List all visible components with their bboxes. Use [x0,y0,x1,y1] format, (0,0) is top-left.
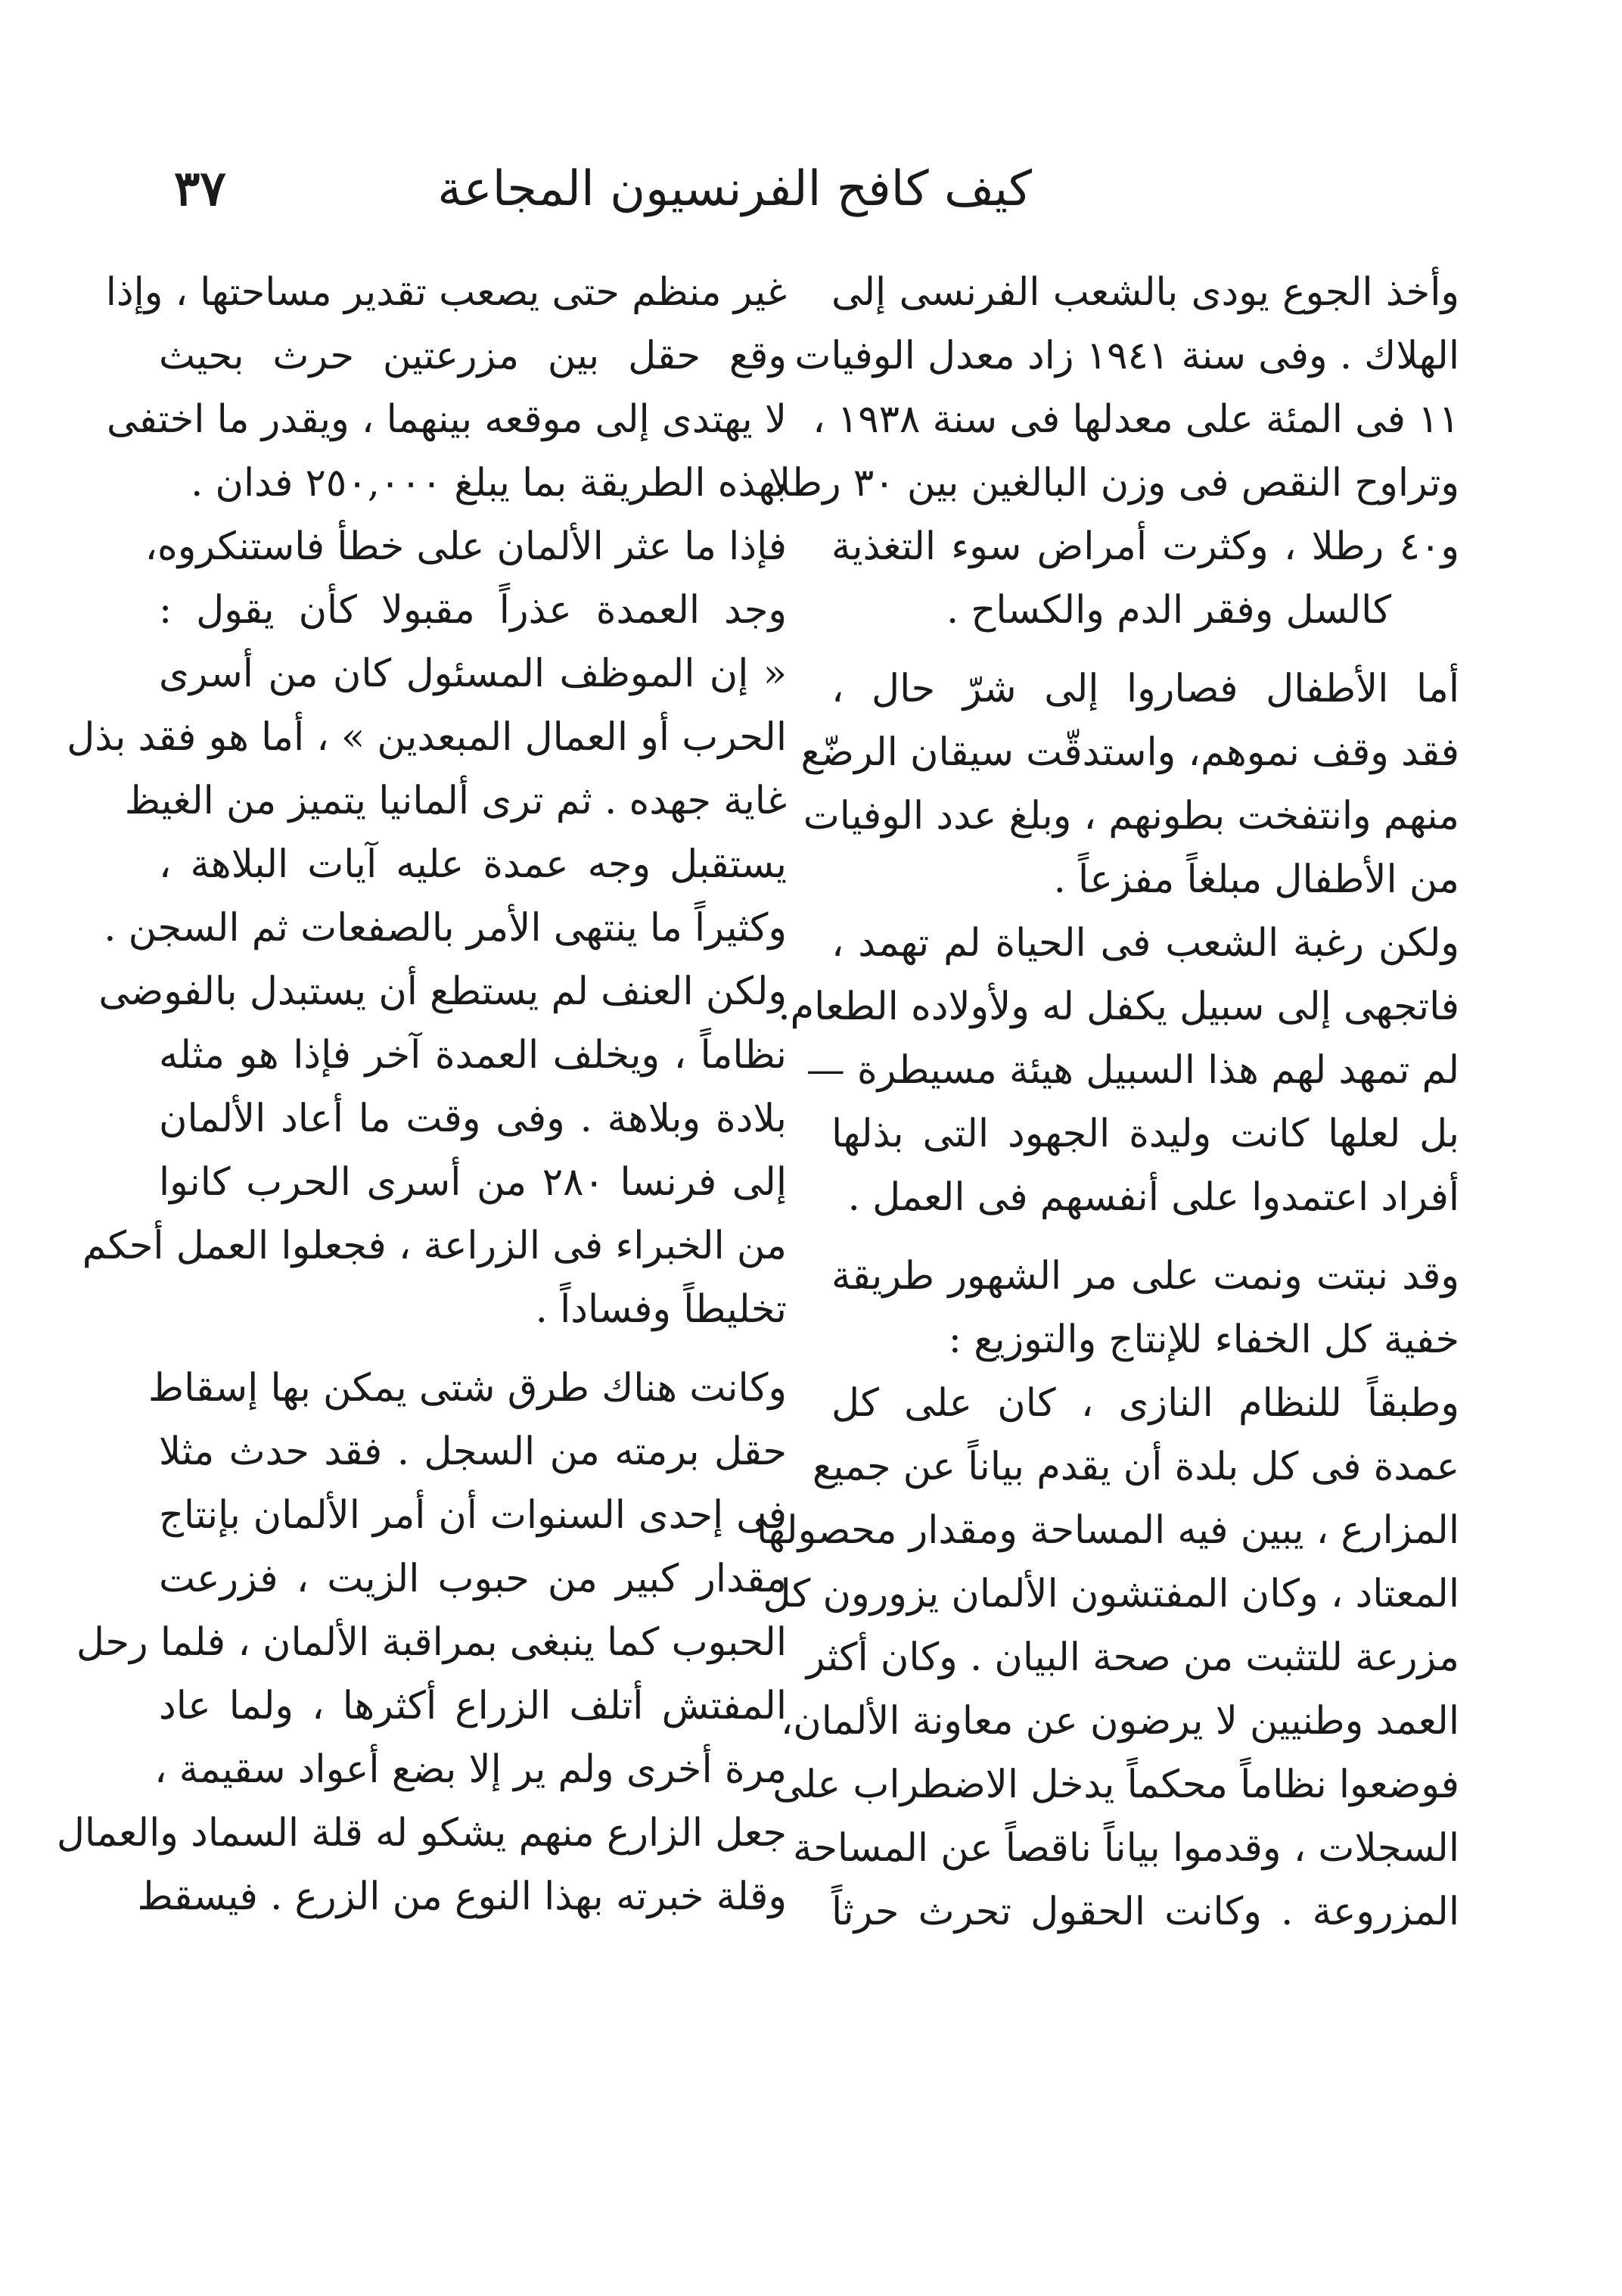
text-line: المزروعة . وكانت الحقول تحرث حرثاً [831,1890,1459,1934]
text-line: الحرب أو العمال المبعدين » ، أما هو فقد بذل [67,715,787,760]
text-line: « إن الموظف المسئول كان من أسرى [159,652,787,696]
text-line: ولكن رغبة الشعب فى الحياة لم تهمد ، [831,921,1459,966]
text-line: فقد وقف نموهم، واستدقّت سيقان الرضّع [800,730,1459,775]
text-line: بهذه الطريقة بما يبلغ ٢٥٠,٠٠٠ فدان . [191,461,787,506]
text-line: وقلة خبرته بهذا النوع من الزرع . فيسقط [137,1874,787,1919]
text-line: يستقبل وجه عمدة عليه آيات البلاهة ، [159,842,787,887]
text-line: بل لعلها كانت وليدة الجهود التى بذلها [831,1112,1459,1156]
text-line: لم تمهد لهم هذا السبيل هيئة مسيطرة — [806,1048,1459,1093]
text-line: لا يهتدى إلى موقعه بينهما ، ويقدر ما اختفى [107,397,787,442]
text-line: إلى فرنسا ٢٨٠ من أسرى الحرب كانوا [159,1160,787,1205]
text-line: غاية جهده . ثم ترى ألمانيا يتميز من الغيظ [124,779,787,823]
text-line: وقد نبتت ونمت على مر الشهور طريقة [831,1254,1459,1299]
text-line: مرة أخرى ولم ير إلا بضع أعواد سقيمة ، [154,1747,787,1792]
text-line: ١١ فى المئة على معدلها فى سنة ١٩٣٨ ، [813,397,1459,442]
text-line: من الأطفال مبلغاً مفزعاً . [1053,857,1459,902]
text-line: من الخبراء فى الزراعة ، فجعلوا العمل أحكم [82,1224,787,1268]
text-line: ولكن العنف لم يستطع أن يستبدل بالفوضى [98,969,787,1014]
text-column-left [56,261,787,1929]
text-line: تخليطاً وفساداً . [535,1287,787,1332]
text-line: منهم وانتفخت بطونهم ، وبلغ عدد الوفيات [803,794,1459,838]
running-header [166,155,1456,223]
text-line: غير منظم حتى يصعب تقدير مساحتها ، وإذا [105,270,787,315]
text-line: العمد وطنيين لا يرضون عن معاونة الألمان، [780,1699,1459,1744]
text-line: أما الأطفال فصاروا إلى شرّ حال ، [831,667,1459,711]
text-line: حقل برمته من السجل . فقد حدث مثلا [159,1430,787,1474]
text-line: مقدار كبير من حبوب الزيت ، فزرعت [159,1557,787,1601]
text-line: وأخذ الجوع يودى بالشعب الفرنسى إلى [831,270,1459,315]
text-line: المفتش أتلف الزراع أكثرها ، ولما عاد [159,1684,787,1728]
page-title: كيف كافح الفرنسيون المجاعة [437,161,1032,217]
text-line: فإذا ما عثر الألمان على خطأ فاستنكروه، [144,524,787,569]
text-line: مزرعة للتثبت من صحة البيان . وكان أكثر [806,1635,1459,1680]
text-column-right [756,261,1459,1944]
text-line: خفية كل الخفاء للإنتاج والتوزيع : [948,1318,1459,1362]
text-line: الحبوب كما ينبغى بمراقبة الألمان ، فلما رحل [76,1620,787,1665]
text-line: جعل الزارع منهم يشكو له قلة السماد والعمال [56,1811,787,1856]
text-line: و٤٠ رطلا ، وكثرت أمراض سوء التغذية [831,524,1459,569]
text-line: نظاماً ، ويخلف العمدة آخر فإذا هو مثله [159,1033,787,1078]
text-line: بلادة وبلاهة . وفى وقت ما أعاد الألمان [159,1097,787,1141]
text-line: فى إحدى السنوات أن أمر الألمان بإنتاج [159,1493,787,1538]
text-line: المعتاد ، وكان المفتشون الألمان يزورون كل [763,1572,1459,1616]
text-line: المزارع ، يبين فيه المساحة ومقدار محصولها [756,1508,1459,1553]
text-line: وطبقاً للنظام النازى ، كان على كل [831,1381,1459,1426]
text-line: السجلات ، وقدموا بياناً ناقصاً عن المساحة [793,1826,1459,1871]
text-line: الهلاك . وفى سنة ١٩٤١ زاد معدل الوفيات [794,334,1459,378]
text-line: وكانت هناك طرق شتى يمكن بها إسقاط [148,1366,787,1411]
text-line: فوضعوا نظاماً محكماً يدخل الاضطراب على [772,1762,1459,1807]
text-line: أفراد اعتمدوا على أنفسهم فى العمل . [847,1175,1459,1220]
text-line: وجد العمدة عذراً مقبولا كأن يقول : [159,588,787,633]
text-line: وقع حقل بين مزرعتين حرث بحيث [159,334,787,378]
page-number: ٣٧ [174,160,226,217]
text-line: وكثيراً ما ينتهى الأمر بالصفعات ثم السجن . [104,906,787,950]
text-line: كالسل وفقر الدم والكساح . [946,588,1391,633]
text-line: فاتجهى إلى سبيل يكفل له ولأولاده الطعام. [778,985,1459,1029]
text-line: عمدة فى كل بلدة أن يقدم بياناً عن جميع [812,1445,1459,1489]
text-line: وتراوح النقص فى وزن البالغين بين ٣٠ رطلا [769,461,1459,506]
